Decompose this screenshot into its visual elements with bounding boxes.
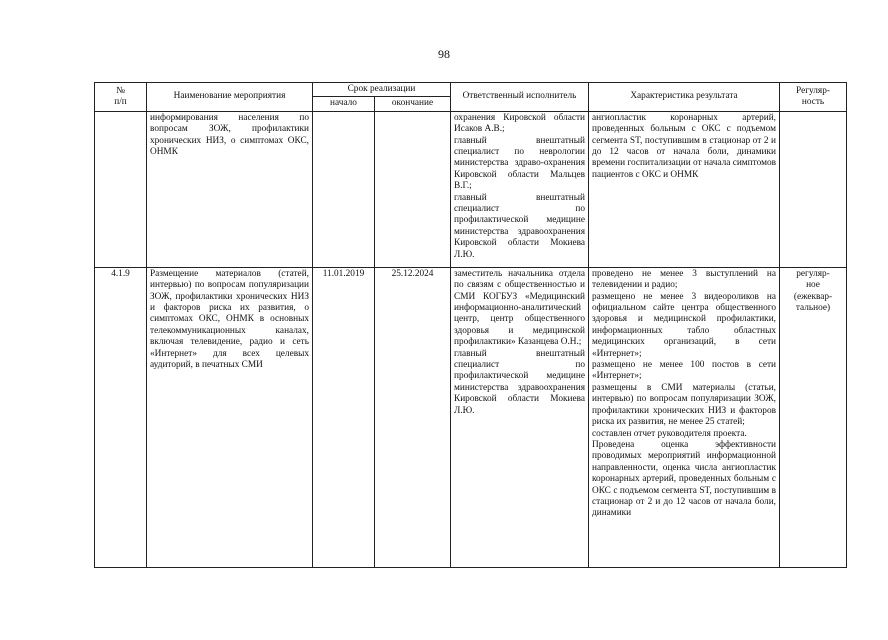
cell-num [95,111,147,267]
page-number: 98 [438,47,450,61]
col-header-end: окончание [375,97,451,111]
cell-executor: заместитель начальника отдела по связям с общественностью и СМИ КОГБУЗ «Медицинский информационно-аналитический центр, центр общественного здоровья и медицинской профилактики» Казанцева О.Н.; главный внештатный специалист по профилактической медицине министерства здравоохранения Кировской области Мокиева Л.Ю. [451,267,589,567]
table-header-row [95,83,847,97]
cell-name: информирования населения по вопросам ЗОЖ, профилактики хронических НИЗ, о симптомах ОКС, ОНМК [147,111,313,267]
cell-name: Размещение материалов (статей, интервью) по вопросам популяризации ЗОЖ, профилактики хронических НИЗ и факторов риска их развития, о симптомах ОКС, ОНМК в основных телекоммуникационных каналах, включая телевидение, радио и сеть «Интернет» для всех целевых аудиторий, в печатных СМИ [147,267,313,567]
cell-num: 4.1.9 [95,267,147,567]
cell-start: 11.01.2019 [313,267,375,567]
cell-regularity [780,111,847,267]
col-header-period: Срок реализации [313,83,451,97]
cell-result: ангиопластик коронарных артерий, проведенных больным с ОКС с подъемом сегмента ST, поступившим в стационар от 2 и до 12 часов от начала боли, динамики времени госпитализации от начала симптомов пациентов с ОКС и ОНМК [589,111,780,267]
col-header-start: начало [313,97,375,111]
col-header-regularity: Регуляр- ность [780,83,847,112]
table-row [95,111,847,267]
cell-regularity: регуляр- ное (ежеквар- тальное) [780,267,847,567]
cell-end [375,111,451,267]
cell-start [313,111,375,267]
col-header-executor: Ответственный исполнитель [451,83,589,112]
col-header-num: № п/п [95,83,147,112]
col-header-result: Характеристика результата [589,83,780,112]
cell-executor: охранения Кировской области Исаков А.В.; главный внештатный специалист по неврологии министерства здраво-охранения Кировской области Мальцев В.Г.; главный внештатный специалист по профилактической медицине министерства здравоохранения Кировской области Мокиева Л.Ю. [451,111,589,267]
cell-end: 25.12.2024 [375,267,451,567]
col-header-name: Наименование мероприятия [147,83,313,112]
table-row [95,267,847,567]
cell-result: проведено не менее 3 выступлений на телевидении и радио; размещено не менее 3 видеороликов на официальном сайте центра общественного здоровья и медицинской профилактики, информационных табло областных медицинских организаций, в сети «Интернет»; размещено не менее 100 постов в сети «Интернет»; размещены в СМИ материалы (статьи, интервью) по вопросам популяризации ЗОЖ, профилактики хронических НИЗ и факторов риска их развития, не менее 25 статей; составлен отчет руководителя проекта. Проведена оценка эффективности проводимых мероприятий информационной направленности, оценка числа ангиопластик коронарных артерий, проведенных больным с ОКС с подъемом сегмента ST, поступившим в стационар от 2 и до 12 часов от начала боли, динамики [589,267,780,567]
measures-table [94,82,847,568]
